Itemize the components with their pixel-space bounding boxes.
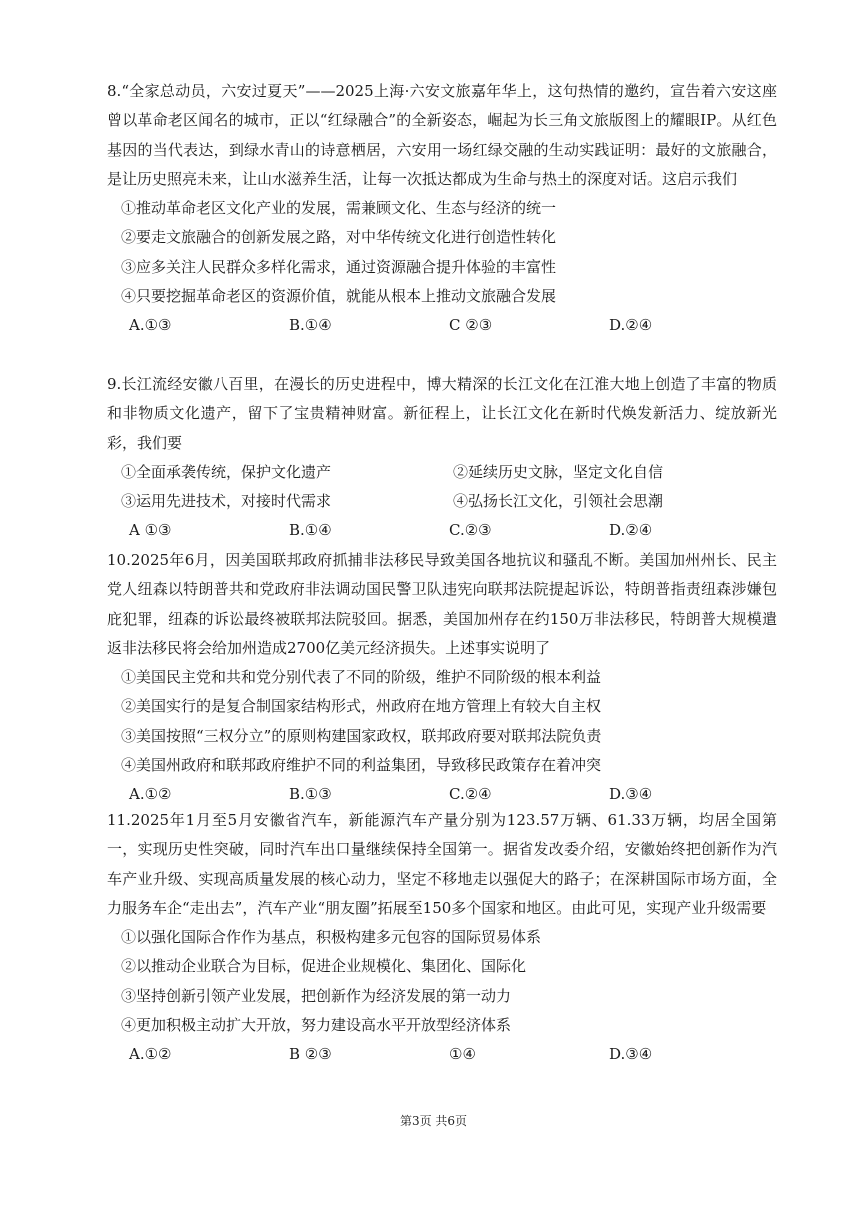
question-number: 8. [107, 82, 122, 100]
option-3: ③坚持创新引领产业发展，把创新作为经济发展的第一动力 [121, 986, 512, 1005]
option-3: ③美国按照“三权分立”的原则构建国家政权，联邦政府要对联邦法院负责 [121, 726, 602, 745]
option-3: ③运用先进技术，对接时代需求 [121, 492, 332, 511]
question-8 [107, 77, 777, 341]
question-text: 2025年6月，因美国联邦政府抓捕非法移民导致美国各地抗议和骚乱不断。美国加州州长、民主党人纽森以特朗普共和党政府非法调动国民警卫队违宪向联邦法院提起诉讼，特朗普指责纽森涉嫌包庇犯罪，纽森的诉讼最终被联邦法院驳回。据悉，美国加州存在约150万非法移民，特朗普大规模遣返非法移民将会给加州造成2700亿美元经济损失。上述事实说明了 [107, 551, 777, 657]
answer-choices [107, 516, 777, 545]
option-1: ①以强化国际合作作为基点，积极构建多元包容的国际贸易体系 [121, 928, 542, 947]
choice-a: A.①② [129, 785, 172, 804]
option-2: ②要走文旅融合的创新发展之路，对中华传统文化进行创造性转化 [121, 228, 557, 247]
question-text: “全家总动员，六安过夏天”——2025上海·六安文旅嘉年华上，这句热情的邀约，宣告着六安这座曾以革命老区闻名的城市，正以“红绿融合”的全新姿态，崛起为长三角文旅版图上的耀眼IP。从红色基因的当代表达，到绿水青山的诗意栖居，六安用一场红绿交融的生动实践证明：最好的文旅融合，是让历史照亮未来，让山水滋养生活，让每一次抵达都成为生命与热土的深度对话。这启示我们 [107, 82, 777, 188]
choice-d: D.③④ [609, 785, 653, 804]
answer-choices [107, 1040, 777, 1069]
question-stem [107, 546, 777, 663]
option-2: ②延续历史文脉，坚定文化自信 [453, 462, 664, 481]
question-11 [107, 806, 777, 1070]
choice-a: A.①② [129, 1045, 172, 1064]
choice-d: D.②④ [609, 316, 653, 335]
answer-choices [107, 311, 777, 340]
question-9 [107, 370, 777, 546]
option-4: ④美国州政府和联邦政府维护不同的利益集团，导致移民政策存在着冲突 [121, 756, 602, 775]
option-4: ④只要挖掘革命老区的资源价值，就能从根本上推动文旅融合发展 [121, 287, 557, 306]
choice-d: D.②④ [609, 521, 653, 540]
question-number: 11. [107, 811, 131, 829]
question-number: 10. [107, 551, 131, 569]
question-number: 9. [107, 375, 122, 393]
option-4: ④弘扬长江文化，引领社会思潮 [453, 492, 664, 511]
choice-c: C.②③ [449, 521, 492, 540]
options-grid [107, 458, 777, 517]
option-1: ①推动革命老区文化产业的发展，需兼顾文化、生态与经济的统一 [121, 199, 557, 218]
question-stem [107, 806, 777, 923]
question-text: 长江流经安徽八百里，在漫长的历史进程中，博大精深的长江文化在江淮大地上创造了丰富的物质和非物质文化遗产，留下了宝贵精神财富。新征程上，让长江文化在新时代焕发新活力、绽放新光彩，我们要 [107, 375, 777, 452]
question-10 [107, 546, 777, 810]
question-stem [107, 77, 777, 194]
choice-c: C ②③ [449, 316, 493, 335]
option-1: ①全面承袭传统，保护文化遗产 [121, 462, 332, 481]
option-3: ③应多关注人民群众多样化需求，通过资源融合提升体验的丰富性 [121, 257, 557, 276]
choice-b: B ②③ [289, 1045, 332, 1064]
option-1: ①美国民主党和共和党分别代表了不同的阶级，维护不同阶级的根本利益 [121, 668, 602, 687]
choice-b: B.①④ [289, 316, 332, 335]
option-4: ④更加积极主动扩大开放，努力建设高水平开放型经济体系 [121, 1016, 512, 1035]
choice-b: B.①④ [289, 521, 332, 540]
choice-a: A.①③ [129, 316, 172, 335]
choice-c: C.②④ [449, 785, 492, 804]
option-2: ②美国实行的是复合制国家结构形式，州政府在地方管理上有较大自主权 [121, 697, 602, 716]
question-stem [107, 370, 777, 458]
choice-b: B.①③ [289, 785, 332, 804]
page-footer: 第3页 共6页 [399, 1114, 468, 1128]
question-text: 2025年1月至5月安徽省汽车，新能源汽车产量分别为123.57万辆、61.33万辆，均居全国第一，实现历史性突破，同时汽车出口量继续保持全国第一。据省发改委介绍，安徽始终把创新作为汽车产业升级、实现高质量发展的核心动力，坚定不移地走以强促大的路子；在深耕国际市场方面，全力服务车企“走出去”，汽车产业“朋友圈”拓展至150多个国家和地区。由此可见，实现产业升级需要 [107, 811, 777, 917]
choice-c: ①④ [449, 1045, 476, 1064]
option-2: ②以推动企业联合为目标，促进企业规模化、集团化、国际化 [121, 957, 527, 976]
choice-a: A ①③ [129, 521, 172, 540]
choice-d: D.③④ [609, 1045, 653, 1064]
